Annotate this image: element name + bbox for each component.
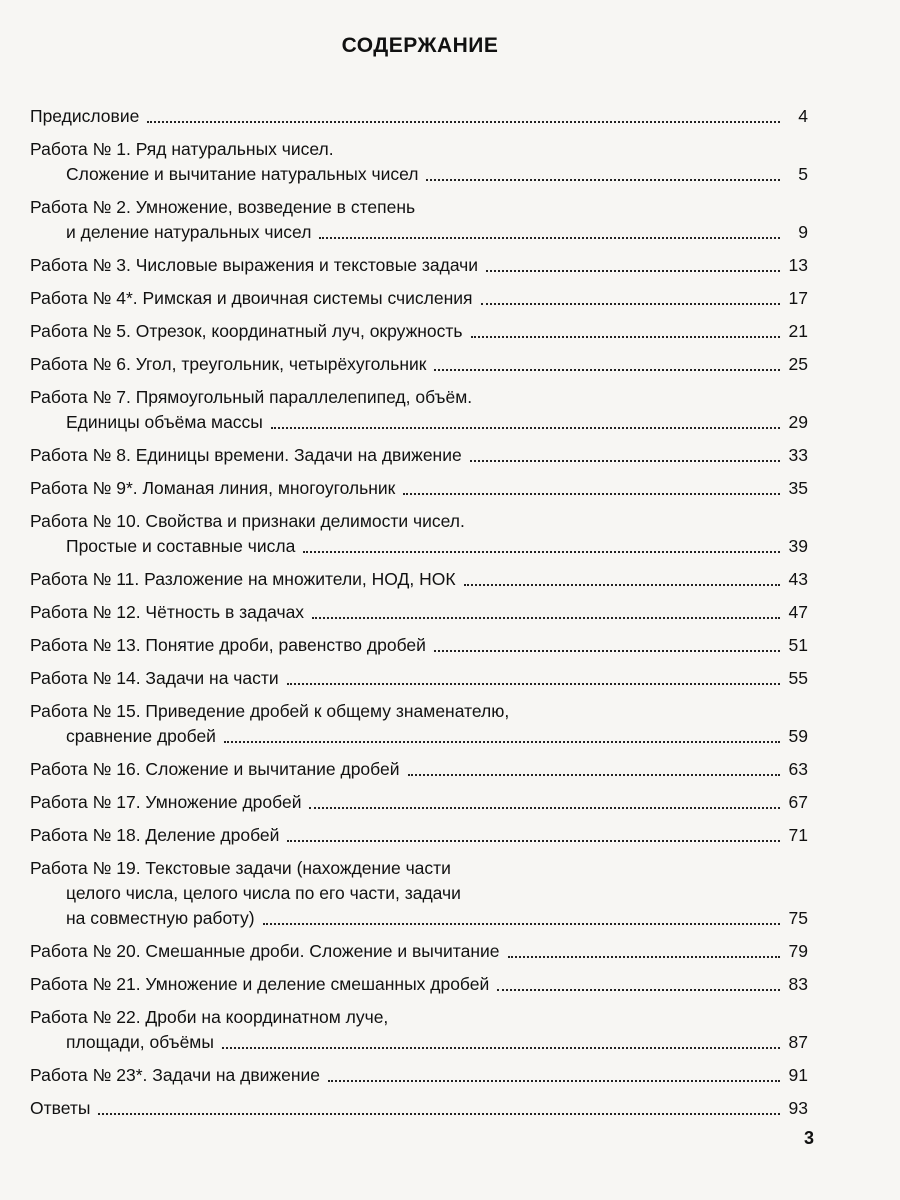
toc-entry-line	[30, 567, 808, 592]
dot-leader	[403, 493, 780, 495]
toc-entry	[30, 253, 808, 278]
dot-leader	[434, 650, 780, 652]
toc-entry-page: 39	[788, 536, 808, 556]
dot-leader	[271, 427, 780, 429]
toc-entry	[30, 939, 808, 964]
toc-entry-title: Работа № 13. Понятие дроби, равенство дробей	[30, 635, 426, 655]
dot-leader	[328, 1080, 780, 1082]
toc-entry-page: 4	[798, 106, 808, 126]
toc-entry-title: и деление натуральных чисел	[66, 222, 312, 242]
toc-entry	[30, 385, 808, 435]
dot-leader	[147, 121, 780, 123]
toc-entry-title: Работа № 4*. Римская и двоичная системы счисления	[30, 288, 473, 308]
dot-leader	[287, 840, 780, 842]
toc-entry-page: 21	[788, 321, 808, 341]
toc-entry-line	[30, 162, 808, 187]
toc-entry-page: 87	[788, 1032, 808, 1052]
toc-entry	[30, 666, 808, 691]
toc-entry-title: Работа № 21. Умножение и деление смешанных дробей	[30, 974, 490, 994]
toc-entry-title: Работа № 9*. Ломаная линия, многоугольник	[30, 478, 396, 498]
toc-entry-title: Работа № 15. Приведение дробей к общему знаменателю,	[30, 701, 510, 721]
dot-leader	[497, 989, 780, 991]
toc-entry-page: 79	[788, 941, 808, 961]
toc-entry	[30, 1063, 808, 1088]
toc-entry-title: Простые и составные числа	[66, 536, 296, 556]
toc-entry-title: Работа № 18. Деление дробей	[30, 825, 280, 845]
toc-entry-line	[30, 410, 808, 435]
toc-entry-title: Работа № 14. Задачи на части	[30, 668, 279, 688]
toc-entry-title: Работа № 17. Умножение дробей	[30, 792, 302, 812]
toc-entry	[30, 195, 808, 245]
toc-entry-title: Работа № 1. Ряд натуральных чисел.	[30, 139, 334, 159]
toc-entry-title: Работа № 6. Угол, треугольник, четырёхугольник	[30, 354, 427, 374]
toc-entry	[30, 319, 808, 344]
toc-entry	[30, 633, 808, 658]
dot-leader	[481, 303, 780, 305]
toc-entry	[30, 443, 808, 468]
toc-entry-line	[30, 972, 808, 997]
toc-entry-line	[30, 881, 808, 906]
toc-entry-line	[30, 253, 808, 278]
toc-entry-page: 5	[798, 164, 808, 184]
dot-leader	[98, 1113, 780, 1115]
dot-leader	[312, 617, 780, 619]
dot-leader	[508, 956, 781, 958]
toc-entry-line	[30, 600, 808, 625]
toc-entry-line	[30, 823, 808, 848]
toc-entry-page: 51	[788, 635, 808, 655]
dot-leader	[303, 551, 780, 553]
toc-entry-title: на совместную работу)	[66, 908, 255, 928]
table-of-contents	[30, 104, 808, 1129]
toc-entry-page: 25	[788, 354, 808, 374]
dot-leader	[263, 923, 780, 925]
toc-entry-line	[30, 509, 808, 534]
toc-entry	[30, 1096, 808, 1121]
toc-entry	[30, 137, 808, 187]
toc-entry-line	[30, 724, 808, 749]
toc-entry-line	[30, 939, 808, 964]
dot-leader	[426, 179, 780, 181]
toc-entry-title: площади, объёмы	[66, 1032, 214, 1052]
toc-entry-line	[30, 1005, 808, 1030]
toc-entry-title: Работа № 16. Сложение и вычитание дробей	[30, 759, 400, 779]
toc-entry-page: 63	[788, 759, 808, 779]
toc-entry-page: 91	[788, 1065, 808, 1085]
toc-entry-page: 55	[788, 668, 808, 688]
toc-entry-title: Ответы	[30, 1098, 91, 1118]
toc-entry-line	[30, 699, 808, 724]
toc-entry-page: 71	[788, 825, 808, 845]
toc-entry	[30, 972, 808, 997]
toc-entry	[30, 104, 808, 129]
toc-entry	[30, 823, 808, 848]
toc-entry	[30, 352, 808, 377]
toc-entry-line	[30, 385, 808, 410]
toc-entry-line	[30, 906, 808, 931]
toc-entry-title: Сложение и вычитание натуральных чисел	[66, 164, 419, 184]
toc-entry-title: целого числа, целого числа по его части, задачи	[66, 883, 461, 903]
toc-entry	[30, 790, 808, 815]
toc-entry-page: 75	[788, 908, 808, 928]
toc-entry-title: Работа № 19. Текстовые задачи (нахождение части	[30, 858, 451, 878]
toc-entry-title: сравнение дробей	[66, 726, 216, 746]
toc-entry-page: 33	[788, 445, 808, 465]
toc-entry-line	[30, 220, 808, 245]
toc-entry-line	[30, 1063, 808, 1088]
toc-entry-title: Работа № 22. Дроби на координатном луче,	[30, 1007, 389, 1027]
toc-entry	[30, 476, 808, 501]
toc-entry-title: Работа № 11. Разложение на множители, НОД, НОК	[30, 569, 456, 589]
dot-leader	[222, 1047, 780, 1049]
dot-leader	[486, 270, 780, 272]
toc-entry-page: 29	[788, 412, 808, 432]
dot-leader	[408, 774, 781, 776]
toc-entry-title: Предисловие	[30, 106, 140, 126]
toc-entry-page: 67	[788, 792, 808, 812]
toc-entry	[30, 757, 808, 782]
toc-entry	[30, 600, 808, 625]
toc-entry-title: Единицы объёма массы	[66, 412, 263, 432]
toc-entry-page: 17	[788, 288, 808, 308]
toc-entry-title: Работа № 10. Свойства и признаки делимости чисел.	[30, 511, 465, 531]
toc-entry-line	[30, 476, 808, 501]
toc-entry-page: 43	[788, 569, 808, 589]
toc-entry-line	[30, 104, 808, 129]
toc-entry-title: Работа № 5. Отрезок, координатный луч, окружность	[30, 321, 463, 341]
toc-entry-line	[30, 137, 808, 162]
toc-entry-page: 35	[788, 478, 808, 498]
toc-entry-line	[30, 443, 808, 468]
dot-leader	[319, 237, 780, 239]
dot-leader	[309, 807, 780, 809]
toc-entry-title: Работа № 7. Прямоугольный параллелепипед, объём.	[30, 387, 473, 407]
toc-entry-page: 47	[788, 602, 808, 622]
toc-entry-line	[30, 757, 808, 782]
toc-entry-page: 59	[788, 726, 808, 746]
toc-entry-line	[30, 195, 808, 220]
toc-entry	[30, 856, 808, 931]
toc-entry-page: 13	[788, 255, 808, 275]
page-number: 3	[804, 1128, 815, 1148]
toc-entry-line	[30, 666, 808, 691]
dot-leader	[434, 369, 780, 371]
dot-leader	[464, 584, 780, 586]
toc-entry-title: Работа № 3. Числовые выражения и текстовые задачи	[30, 255, 479, 275]
toc-entry-title: Работа № 2. Умножение, возведение в степень	[30, 197, 416, 217]
toc-entry-line	[30, 1030, 808, 1055]
dot-leader	[287, 683, 780, 685]
toc-entry-title: Работа № 23*. Задачи на движение	[30, 1065, 321, 1085]
toc-entry-page: 83	[788, 974, 808, 994]
toc-entry-page: 93	[788, 1098, 808, 1118]
toc-entry-page: 9	[798, 222, 808, 242]
toc-entry-line	[30, 534, 808, 559]
toc-entry-line	[30, 352, 808, 377]
toc-entry-line	[30, 1096, 808, 1121]
toc-entry	[30, 509, 808, 559]
page-title: СОДЕРЖАНИЕ	[341, 34, 499, 57]
dot-leader	[224, 741, 780, 743]
toc-entry-line	[30, 319, 808, 344]
toc-entry-title: Работа № 8. Единицы времени. Задачи на движение	[30, 445, 462, 465]
toc-entry-line	[30, 286, 808, 311]
toc-entry-title: Работа № 20. Смешанные дроби. Сложение и вычитание	[30, 941, 500, 961]
toc-entry-line	[30, 856, 808, 881]
dot-leader	[471, 336, 780, 338]
toc-entry-line	[30, 633, 808, 658]
toc-entry	[30, 286, 808, 311]
toc-entry-line	[30, 790, 808, 815]
toc-entry	[30, 567, 808, 592]
toc-entry	[30, 1005, 808, 1055]
dot-leader	[470, 460, 780, 462]
toc-entry-title: Работа № 12. Чётность в задачах	[30, 602, 305, 622]
toc-entry	[30, 699, 808, 749]
